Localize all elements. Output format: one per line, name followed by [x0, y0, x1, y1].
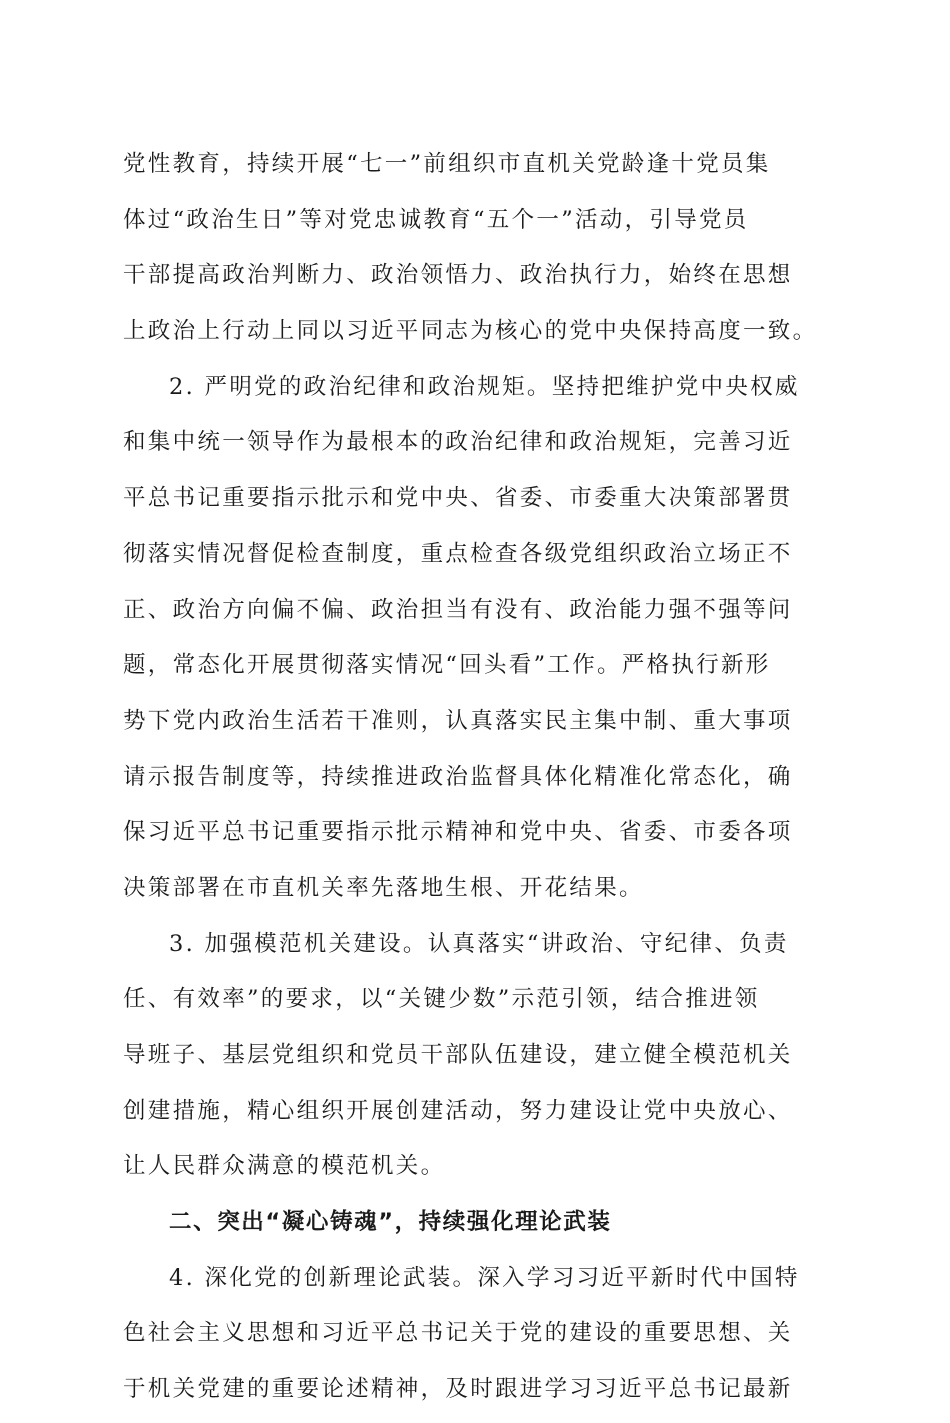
text-line: 于机关党建的重要论述精神，及时跟进学习习近平总书记最新 — [123, 1376, 793, 1403]
text-line: 干部提高政治判断力、政治领悟力、政治执行力，始终在思想 — [123, 262, 793, 289]
text-line: 导班子、基层党组织和党员干部队伍建设，建立健全模范机关 — [123, 1042, 793, 1068]
text-line: 让人民群众满意的模范机关。 — [123, 1153, 446, 1180]
document-body — [123, 142, 827, 1423]
text-line: 正、政治方向偏不偏、政治担当有没有、政治能力强不强等问 — [123, 596, 793, 623]
section-heading: 二、突出“凝心铸魂”，持续强化理论武装 — [169, 1209, 612, 1236]
text-line: 彻落实情况督促检查制度，重点检查各级党组织政治立场正不 — [123, 540, 793, 567]
text-line: 和集中统一领导作为最根本的政治纪律和政治规矩，完善习近 — [123, 429, 793, 456]
paragraph-4-start: 4. 深化党的创新理论武装。深入学习习近平新时代中国特 — [169, 1264, 800, 1291]
text-line: 色社会主义思想和习近平总书记关于党的建设的重要思想、关 — [123, 1320, 793, 1347]
text-line: 党性教育，持续开展“七一”前组织市直机关党龄逢十党员集 — [123, 151, 771, 177]
text-line: 势下党内政治生活若干准则，认真落实民主集中制、重大事项 — [123, 707, 793, 734]
text-line: 题，常态化开展贯彻落实情况“回头看”工作。严格执行新形 — [123, 652, 771, 679]
text-line: 体过“政治生日”等对党忠诚教育“五个一”活动，引导党员 — [123, 206, 749, 233]
text-line: 任、有效率”的要求，以“关键少数”示范引领，结合推进领 — [123, 986, 760, 1013]
text-line: 创建措施，精心组织开展创建活动，努力建设让党中央放心、 — [123, 1097, 793, 1124]
text-line: 上政治上行动上同以习近平同志为核心的党中央保持高度一致。 — [123, 318, 818, 345]
text-line: 请示报告制度等，持续推进政治监督具体化精准化常态化，确 — [123, 763, 793, 790]
paragraph-3-start: 3. 加强模范机关建设。认真落实“讲政治、守纪律、负责 — [169, 930, 789, 957]
text-line: 平总书记重要指示批示和党中央、省委、市委重大决策部署贯 — [123, 485, 793, 512]
paragraph-2-start: 2. 严明党的政治纪律和政治规矩。坚持把维护党中央权威 — [169, 373, 800, 400]
text-line: 保习近平总书记重要指示批示精神和党中央、省委、市委各项 — [123, 819, 793, 846]
text-line: 决策部署在市直机关率先落地生根、开花结果。 — [123, 874, 644, 901]
